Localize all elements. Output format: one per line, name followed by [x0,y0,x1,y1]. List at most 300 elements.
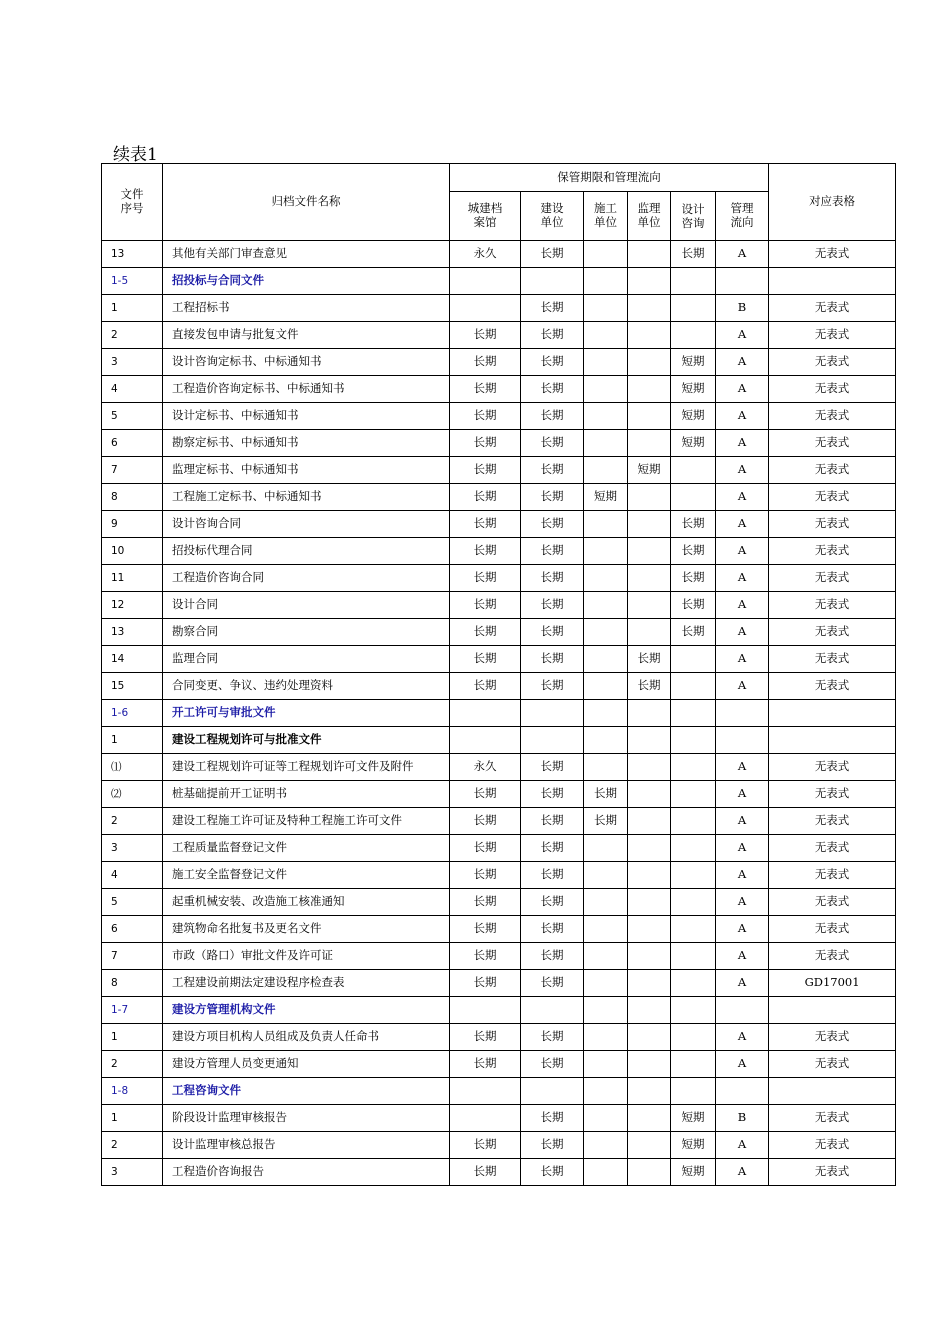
cell-des [671,916,716,943]
cell-sup [628,997,671,1024]
cell-des [671,835,716,862]
cell-flow [716,997,769,1024]
cell-form: 无表式 [769,1105,896,1132]
cell-city: 长期 [450,322,521,349]
cell-des [671,673,716,700]
cell-build: 长期 [521,1132,584,1159]
cell-name: 桩基础提前开工证明书 [163,781,450,808]
cell-form: 无表式 [769,295,896,322]
cell-name: 建设工程施工许可证及特种工程施工许可文件 [163,808,450,835]
cell-build: 长期 [521,349,584,376]
cell-sup [628,430,671,457]
cell-build [521,997,584,1024]
table-row [102,646,896,673]
cell-no: 13 [102,241,163,268]
cell-city: 长期 [450,835,521,862]
cell-form: 无表式 [769,322,896,349]
cell-build: 长期 [521,241,584,268]
cell-city: 长期 [450,1024,521,1051]
cell-cons [584,619,628,646]
cell-build: 长期 [521,943,584,970]
cell-flow: A [716,673,769,700]
cell-name: 市政（路口）审批文件及许可证 [163,943,450,970]
cell-sup [628,808,671,835]
cell-flow: A [716,754,769,781]
cell-city [450,997,521,1024]
section-row [102,1078,896,1105]
cell-des: 短期 [671,430,716,457]
cell-des [671,781,716,808]
cell-no: 7 [102,457,163,484]
cell-name: 起重机械安装、改造施工核准通知 [163,889,450,916]
cell-sup [628,889,671,916]
cell-form: 无表式 [769,646,896,673]
cell-des [671,484,716,511]
cell-des: 短期 [671,1132,716,1159]
table-row [102,484,896,511]
cell-des [671,268,716,295]
cell-name: 设计咨询合同 [163,511,450,538]
cell-cons [584,1078,628,1105]
archive-table [101,163,896,1186]
cell-des [671,754,716,781]
cell-city: 长期 [450,484,521,511]
cell-sup [628,1024,671,1051]
table-row [102,565,896,592]
cell-cons [584,241,628,268]
cell-des: 短期 [671,403,716,430]
cell-build: 长期 [521,835,584,862]
cell-no: 8 [102,484,163,511]
cell-des [671,700,716,727]
cell-sup [628,835,671,862]
cell-des [671,1051,716,1078]
cell-flow: A [716,619,769,646]
cell-no: 6 [102,430,163,457]
cell-city [450,268,521,295]
table-row [102,970,896,997]
cell-name: 建设方项目机构人员组成及负责人任命书 [163,1024,450,1051]
cell-no: ⑵ [102,781,163,808]
cell-name: 工程造价咨询定标书、中标通知书 [163,376,450,403]
cell-name: 设计合同 [163,592,450,619]
cell-form: 无表式 [769,862,896,889]
cell-city: 长期 [450,403,521,430]
table-row [102,808,896,835]
cell-city [450,1105,521,1132]
cell-city: 长期 [450,1051,521,1078]
cell-cons [584,646,628,673]
cell-name: 工程造价咨询合同 [163,565,450,592]
cell-des [671,646,716,673]
cell-form: 无表式 [769,592,896,619]
cell-cons [584,1105,628,1132]
table-row [102,727,896,754]
cell-no: 5 [102,889,163,916]
cell-name: 建筑物命名批复书及更名文件 [163,916,450,943]
cell-city: 长期 [450,943,521,970]
table-row [102,241,896,268]
cell-des [671,997,716,1024]
cell-flow [716,1078,769,1105]
cell-name: 设计监理审核总报告 [163,1132,450,1159]
cell-city: 长期 [450,376,521,403]
cell-flow: A [716,1024,769,1051]
cell-sup [628,700,671,727]
cell-build: 长期 [521,376,584,403]
cell-no: 1-7 [102,997,163,1024]
cell-flow: A [716,349,769,376]
cell-flow: A [716,808,769,835]
header-retention-group: 保管期限和管理流向 [450,164,769,192]
table-row [102,781,896,808]
cell-name: 招投标与合同文件 [163,268,450,295]
cell-build: 长期 [521,295,584,322]
cell-sup [628,916,671,943]
cell-sup [628,970,671,997]
cell-sup [628,943,671,970]
cell-form: 无表式 [769,457,896,484]
header-file-number: 文件 序号 [102,164,163,241]
cell-form: 无表式 [769,808,896,835]
cell-city: 长期 [450,565,521,592]
table-row [102,592,896,619]
cell-cons [584,1024,628,1051]
cell-cons [584,943,628,970]
cell-flow: A [716,889,769,916]
cell-des: 短期 [671,1159,716,1186]
table-row [102,1051,896,1078]
cell-build: 长期 [521,754,584,781]
header-col-construction: 施工 单位 [584,192,628,241]
cell-build: 长期 [521,484,584,511]
cell-build: 长期 [521,403,584,430]
cell-cons [584,673,628,700]
cell-no: 3 [102,349,163,376]
cell-name: 工程施工定标书、中标通知书 [163,484,450,511]
cell-name: 施工安全监督登记文件 [163,862,450,889]
cell-no: 5 [102,403,163,430]
cell-name: 建设工程规划许可与批准文件 [163,727,450,754]
cell-cons [584,295,628,322]
cell-sup [628,862,671,889]
cell-no: 12 [102,592,163,619]
cell-form: 无表式 [769,754,896,781]
cell-flow: A [716,781,769,808]
header-file-name: 归档文件名称 [163,164,450,241]
cell-form: 无表式 [769,538,896,565]
cell-form [769,727,896,754]
cell-sup [628,538,671,565]
cell-no: 7 [102,943,163,970]
cell-cons [584,565,628,592]
cell-cons [584,970,628,997]
cell-build: 长期 [521,808,584,835]
cell-build: 长期 [521,862,584,889]
cell-form: 无表式 [769,889,896,916]
cell-flow: A [716,322,769,349]
cell-flow: A [716,1132,769,1159]
cell-city: 长期 [450,889,521,916]
cell-des [671,808,716,835]
cell-build: 长期 [521,457,584,484]
cell-city [450,295,521,322]
cell-build [521,268,584,295]
header-col-design-consult: 设计 咨询 [671,192,716,241]
cell-sup [628,781,671,808]
cell-build [521,700,584,727]
cell-form: 无表式 [769,943,896,970]
cell-flow: A [716,376,769,403]
cell-city: 长期 [450,970,521,997]
cell-cons [584,1159,628,1186]
cell-cons [584,862,628,889]
cell-form: 无表式 [769,1132,896,1159]
cell-build: 长期 [521,916,584,943]
table-row [102,511,896,538]
cell-form: 无表式 [769,916,896,943]
cell-name: 其他有关部门审查意见 [163,241,450,268]
cell-city: 长期 [450,619,521,646]
section-row [102,268,896,295]
cell-no: 2 [102,1051,163,1078]
cell-name: 建设工程规划许可证等工程规划许可文件及附件 [163,754,450,781]
cell-build: 长期 [521,970,584,997]
cell-no: 1-6 [102,700,163,727]
cell-flow: A [716,970,769,997]
table-row [102,943,896,970]
cell-name: 招投标代理合同 [163,538,450,565]
table-row [102,1132,896,1159]
cell-form [769,268,896,295]
cell-form [769,700,896,727]
cell-city: 永久 [450,754,521,781]
table-row [102,1105,896,1132]
cell-sup: 长期 [628,673,671,700]
cell-build: 长期 [521,511,584,538]
table-row [102,538,896,565]
cell-flow: B [716,295,769,322]
table-row [102,1159,896,1186]
cell-cons [584,1051,628,1078]
cell-sup [628,754,671,781]
cell-des: 长期 [671,619,716,646]
cell-sup [628,241,671,268]
table-row [102,376,896,403]
cell-form [769,997,896,1024]
cell-form: 无表式 [769,781,896,808]
cell-des [671,295,716,322]
cell-no: 2 [102,322,163,349]
table-row [102,1024,896,1051]
cell-no: 2 [102,1132,163,1159]
cell-form: 无表式 [769,403,896,430]
cell-des: 长期 [671,592,716,619]
cell-form [769,1078,896,1105]
cell-no: 1 [102,1024,163,1051]
cell-name: 阶段设计监理审核报告 [163,1105,450,1132]
cell-sup [628,1132,671,1159]
section-row [102,700,896,727]
cell-name: 工程建设前期法定建设程序检查表 [163,970,450,997]
cell-no: 3 [102,1159,163,1186]
table-row [102,889,896,916]
cell-sup: 短期 [628,457,671,484]
cell-sup [628,322,671,349]
cell-cons [584,430,628,457]
cell-sup: 长期 [628,646,671,673]
cell-name: 监理定标书、中标通知书 [163,457,450,484]
cell-build: 长期 [521,1105,584,1132]
cell-sup [628,268,671,295]
cell-cons [584,511,628,538]
cell-build: 长期 [521,1024,584,1051]
cell-no: 2 [102,808,163,835]
cell-cons [584,997,628,1024]
cell-build: 长期 [521,430,584,457]
cell-sup [628,1051,671,1078]
table-row [102,295,896,322]
cell-form: 无表式 [769,673,896,700]
cell-build: 长期 [521,646,584,673]
cell-des [671,943,716,970]
cell-name: 工程造价咨询报告 [163,1159,450,1186]
cell-city: 长期 [450,916,521,943]
cell-form: 无表式 [769,349,896,376]
cell-build: 长期 [521,781,584,808]
cell-sup [628,565,671,592]
cell-city: 长期 [450,646,521,673]
cell-name: 工程质量监督登记文件 [163,835,450,862]
cell-cons [584,403,628,430]
cell-cons [584,889,628,916]
cell-no: 6 [102,916,163,943]
cell-city [450,727,521,754]
cell-sup [628,376,671,403]
table-row [102,349,896,376]
cell-no: 1 [102,295,163,322]
cell-name: 勘察合同 [163,619,450,646]
cell-form: GD17001 [769,970,896,997]
cell-form: 无表式 [769,376,896,403]
cell-name: 勘察定标书、中标通知书 [163,430,450,457]
cell-cons [584,754,628,781]
cell-name: 设计定标书、中标通知书 [163,403,450,430]
cell-sup [628,295,671,322]
cell-form: 无表式 [769,1051,896,1078]
cell-name: 建设方管理人员变更通知 [163,1051,450,1078]
cell-cons: 长期 [584,781,628,808]
cell-name: 开工许可与审批文件 [163,700,450,727]
cell-build: 长期 [521,1159,584,1186]
table-row [102,673,896,700]
cell-no: ⑴ [102,754,163,781]
cell-city: 长期 [450,673,521,700]
cell-no: 9 [102,511,163,538]
cell-name: 直接发包申请与批复文件 [163,322,450,349]
table-row [102,457,896,484]
cell-no: 14 [102,646,163,673]
cell-flow: A [716,565,769,592]
cell-no: 11 [102,565,163,592]
cell-flow: A [716,403,769,430]
table-row [102,916,896,943]
table-row [102,403,896,430]
cell-flow: A [716,538,769,565]
cell-des [671,727,716,754]
cell-city: 长期 [450,862,521,889]
cell-name: 工程咨询文件 [163,1078,450,1105]
cell-des: 短期 [671,349,716,376]
cell-flow [716,700,769,727]
table-row [102,619,896,646]
cell-cons [584,592,628,619]
cell-cons [584,538,628,565]
cell-sup [628,727,671,754]
cell-build [521,727,584,754]
cell-flow: A [716,835,769,862]
cell-city: 长期 [450,592,521,619]
cell-cons [584,349,628,376]
cell-cons [584,268,628,295]
table-row [102,754,896,781]
cell-sup [628,1159,671,1186]
cell-build: 长期 [521,538,584,565]
cell-flow: A [716,241,769,268]
cell-city: 长期 [450,511,521,538]
cell-flow: A [716,943,769,970]
header-col-city-archive: 城建档 案馆 [450,192,521,241]
cell-sup [628,511,671,538]
cell-form: 无表式 [769,430,896,457]
cell-build: 长期 [521,565,584,592]
cell-des: 短期 [671,1105,716,1132]
cell-sup [628,619,671,646]
cell-flow: A [716,862,769,889]
cell-cons [584,700,628,727]
cell-no: 15 [102,673,163,700]
cell-build [521,1078,584,1105]
cell-city: 长期 [450,1159,521,1186]
header-col-builder: 建设 单位 [521,192,584,241]
cell-city: 长期 [450,1132,521,1159]
table-row [102,862,896,889]
cell-name: 建设方管理机构文件 [163,997,450,1024]
cell-des: 长期 [671,565,716,592]
cell-sup [628,1105,671,1132]
cell-form: 无表式 [769,1024,896,1051]
cell-flow [716,727,769,754]
cell-sup [628,484,671,511]
cell-des: 长期 [671,511,716,538]
cell-cons [584,376,628,403]
cell-city: 长期 [450,781,521,808]
cell-flow: A [716,916,769,943]
cell-cons [584,1132,628,1159]
cell-build: 长期 [521,322,584,349]
cell-des: 长期 [671,538,716,565]
header-col-flow: 管理 流向 [716,192,769,241]
cell-city: 永久 [450,241,521,268]
cell-flow: A [716,511,769,538]
cell-cons: 短期 [584,484,628,511]
cell-flow: A [716,1051,769,1078]
cell-no: 1-5 [102,268,163,295]
cell-form: 无表式 [769,484,896,511]
cell-form: 无表式 [769,565,896,592]
cell-city: 长期 [450,538,521,565]
cell-cons [584,457,628,484]
